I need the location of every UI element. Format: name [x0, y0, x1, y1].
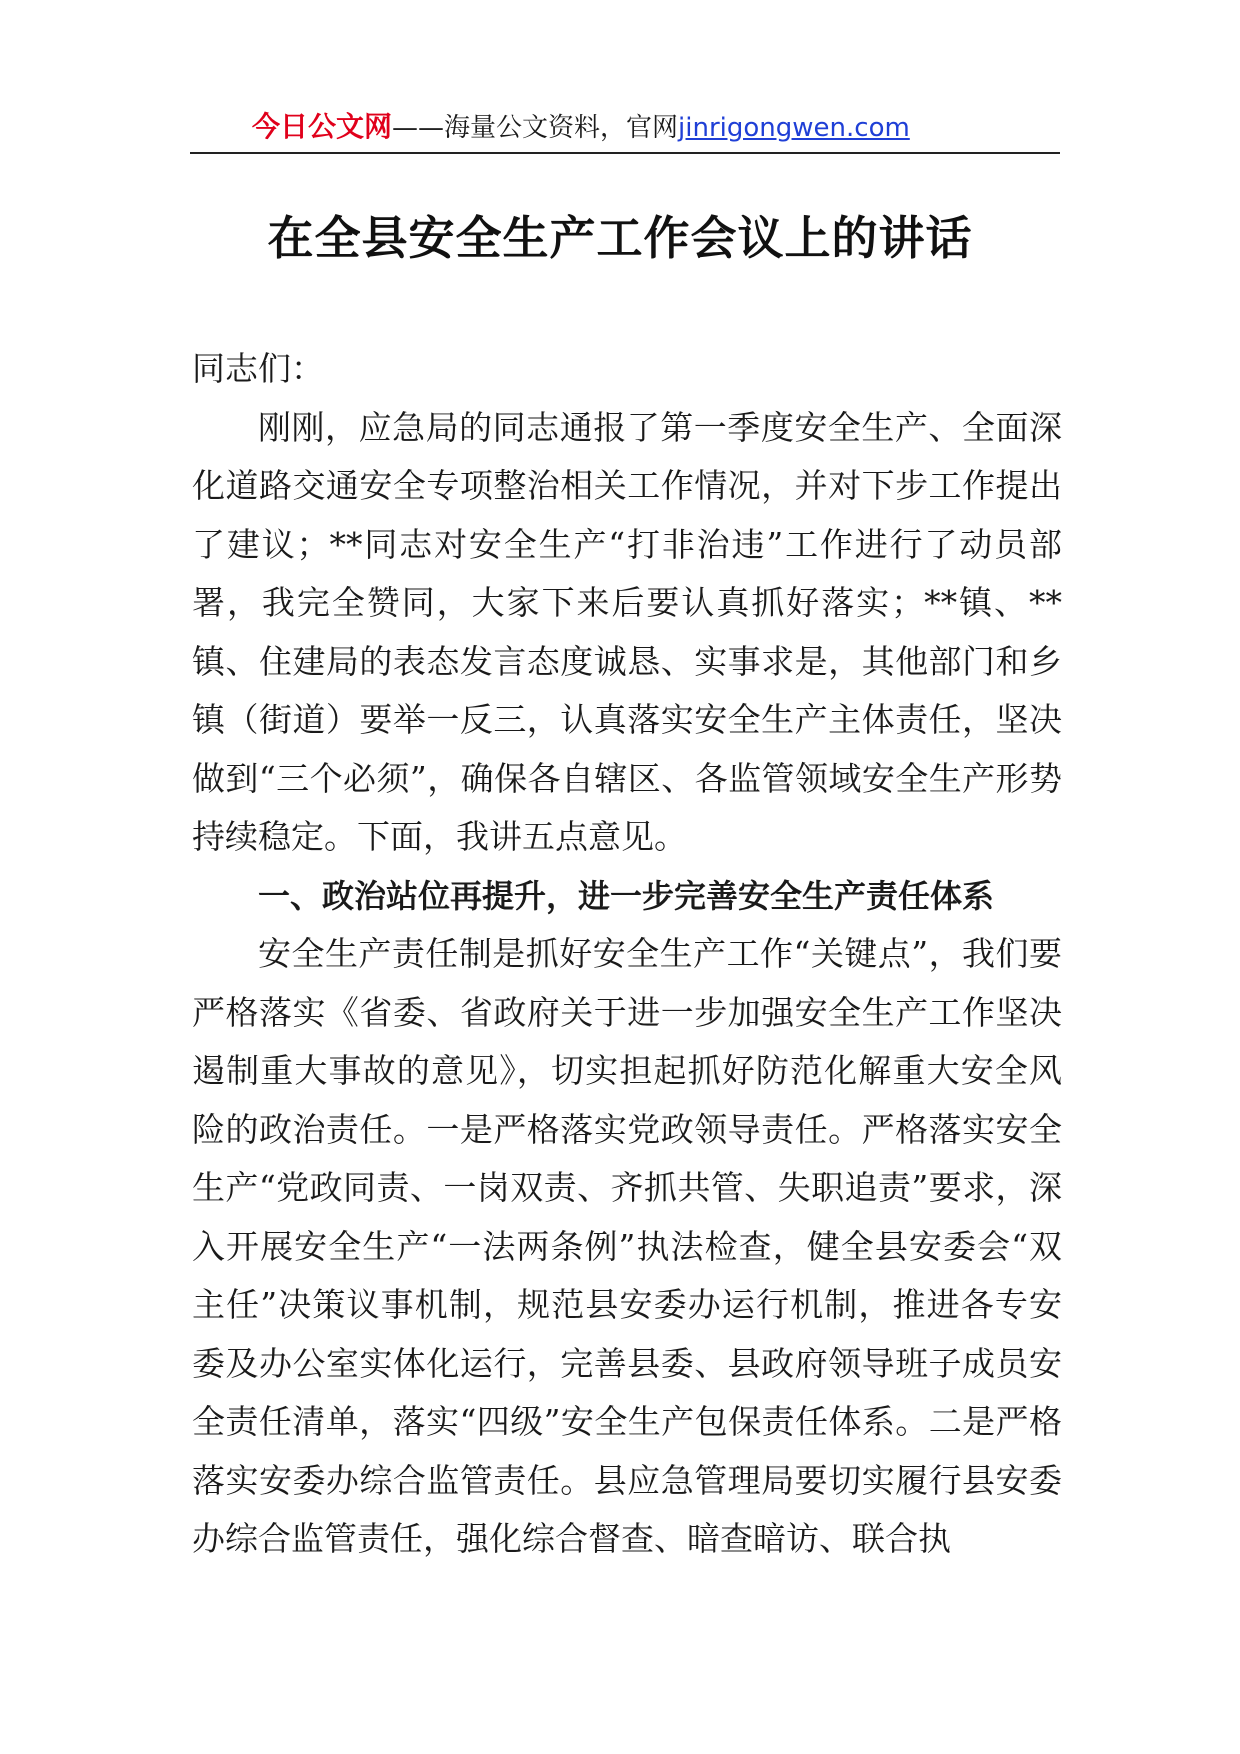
site-link[interactable]: jinrigongwen.com	[678, 113, 910, 143]
header-text	[252, 110, 910, 145]
paragraph: 刚刚，应急局的同志通报了第一季度安全生产、全面深化道路交通安全专项整治相关工作情况，并对下步工作提出了建议；**同志对安全生产“打非治违”工作进行了动员部署，我完全赞同，大家下来后要认真抓好落实；**镇、**镇、住建局的表态发言态度诚恳、实事求是，其他部门和乡镇（街道）要举一反三，认真落实安全生产主体责任，坚决做到“三个必须”，确保各自辖区、各监管领域安全生产形势持续稳定。下面，我讲五点意见。	[192, 407, 1062, 856]
brand-name: 今日公文网	[252, 110, 393, 143]
document-title: 在全县安全生产工作会议上的讲话	[267, 211, 973, 265]
header-separator: ——	[392, 113, 445, 143]
document-body	[192, 340, 1062, 1569]
document-header	[190, 106, 1060, 154]
paragraph: 安全生产责任制是抓好安全生产工作“关键点”，我们要严格落实《省委、省政府关于进一步加强安全生产工作坚决遏制重大事故的意见》，切实担起抓好防范化解重大安全风险的政治责任。一是严格落实党政领导责任。严格落实安全生产“党政同责、一岗双责、齐抓共管、失职追责”要求，深入开展安全生产“一法两条例”执法检查，健全县安委会“双主任”决策议事机制，规范县安委办运行机制，推进各专安委及办公室实体化运行，完善县委、县政府领导班子成员安全责任清单，落实“四级”安全生产包保责任体系。二是严格落实安委办综合监管责任。县应急管理局要切实履行县安委办综合监管责任，强化综合督查、暗查暗访、联合执	[192, 934, 1062, 1558]
header-tagline: 海量公文资料，官网	[444, 113, 679, 143]
section-heading: 一、政治站位再提升，进一步完善安全生产责任体系	[258, 876, 995, 915]
salutation: 同志们：	[192, 349, 324, 388]
